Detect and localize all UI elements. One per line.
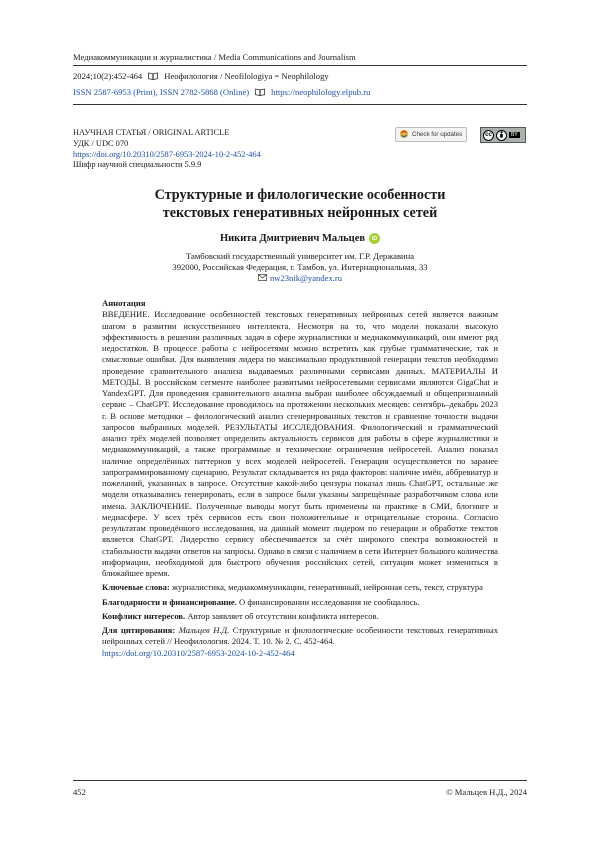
issue-info: 2024;10(2):452-464 [73, 71, 143, 81]
author-name: Никита Дмитриевич Мальцев [219, 233, 366, 244]
affiliation-address: 392000, Российская Федерация, г. Тамбов, ул. Интернациональная, 33 [172, 262, 428, 272]
keywords-label: Ключевые слова: [102, 582, 170, 593]
check-updates-icon [399, 129, 409, 141]
citation [102, 625, 498, 659]
abstract-section [102, 298, 498, 659]
check-for-updates-button[interactable] [395, 127, 467, 142]
affiliation-university: Тамбовский государственный университет им. Г.Р. Державина [185, 251, 415, 261]
header-rule [73, 65, 527, 66]
udc-label: УДК / UDC [73, 138, 114, 148]
issn-line [73, 87, 370, 97]
funding-text: О финансировании исследования не сообщалось. [239, 596, 420, 607]
author-line [73, 233, 527, 244]
footer-rule [73, 780, 527, 781]
section-name: Неофилология / Neofilologiya = Neophilology [164, 71, 329, 81]
udc-line [73, 139, 261, 150]
journal-title: Медиакоммуникации и журналистика / Media Communications and Journalism [73, 52, 356, 62]
book-icon [255, 88, 265, 96]
header-rule-bottom [73, 104, 527, 105]
cc-license-badge[interactable] [480, 127, 526, 143]
citation-doi-link[interactable]: https://doi.org/10.20310/2587-6953-2024-10-2-452-464 [102, 647, 295, 658]
book-icon [148, 72, 158, 80]
email-link[interactable]: nw23nik@yandex.ru [269, 273, 343, 283]
copyright: © Мальцев Н.Д., 2024 [446, 787, 527, 797]
citation-text: Структурные и филологические особенности текстовых генеративных нейронных сетей // Неофилология. 2024. Т. 10. № 2. С. 452-464. [102, 625, 499, 647]
citation-label: Для цитирования: [102, 625, 176, 635]
conflict-of-interest [102, 611, 498, 622]
citation-author: Мальцев Н.Д. [178, 625, 230, 635]
article-meta [73, 128, 261, 171]
article-type: НАУЧНАЯ СТАТЬЯ / ORIGINAL ARTICLE [73, 128, 230, 137]
email-line [73, 273, 527, 284]
keywords-text: журналистика, медиакоммуникации, генеративный, нейронная сеть, текст, структура [171, 582, 483, 593]
keywords [102, 582, 498, 593]
udc-value: 070 [115, 138, 129, 148]
funding [102, 597, 498, 608]
issue-line [73, 71, 329, 81]
specialty-code: Шифр научной специальности 5.9.9 [73, 160, 202, 170]
envelope-icon [258, 273, 267, 284]
conflict-label: Конфликт интересов. [102, 610, 186, 621]
funding-label: Благодарности и финансирование. [102, 596, 237, 607]
title-line-2: текстовых генеративных нейронных сетей [162, 205, 438, 221]
page-number: 452 [73, 787, 86, 797]
cc-icon: cc [483, 130, 494, 141]
article-title [73, 186, 527, 222]
check-updates-label: Check for updates [412, 131, 463, 138]
license-by-label: BY [511, 132, 518, 138]
attribution-icon [496, 130, 507, 141]
title-line-1: Структурные и филологические особенности [154, 187, 446, 203]
doi-link[interactable]: https://doi.org/10.20310/2587-6953-2024-10-2-452-464 [73, 149, 261, 159]
orcid-icon[interactable]: iD [369, 233, 380, 244]
journal-site-link[interactable]: https://neophilology.elpub.ru [271, 87, 371, 97]
conflict-text: Автор заявляет об отсутствии конфликта интересов. [187, 610, 379, 621]
abstract-text: ВВЕДЕНИЕ. Исследование особенностей текстовых генеративных нейронных сетей является важным шагом в развитии искусственного интеллекта. Несмотря на то, что модели показали высокую эффективность в решении различных задач в сфере журналистики и медиакоммуникаций, они имеют ряд недостатков. В процессе работы с нейросетями можно встретить как грубые грамматические, так и смысловые ошибки. Для выявления лидера по максимально продуктивной генерации текстов необходимо проведение сравнительного анализа выдаваемых различными сервисами данных. МАТЕРИАЛЫ И МЕТОДЫ. В российском сегменте наиболее развитыми нейросетевыми сервисами являются GigaChat и YandexGPT. Для проведения сравнительного анализа выбран наиболее обсуждаемый и общепризнанный сервис – ChatGPT. Исследование проводилось на протяжении нескольких месяцев: сентябрь–декабрь 2023 г. В основе методики – филологический анализ сгенерированных текстов и сравнение точности выдачи запросов выбранных моделей. РЕЗУЛЬТАТЫ ИССЛЕДОВАНИЯ. Филологический и грамматический анализ трёх моделей позволяет определить актуальность сервисов для работы в сфере журналистики и медиакоммуникаций, а также программные и технические ограничения нейросетей. Анализ показал наличие определённых паттернов у всех моделей нейросетей. Генерация осуществляется по заранее запрограммированному сценарию. Результат складывается из ряда факторов: наличие имён, аббревиатур и пожеланий, указанных в запросе. Отсутствие какой-либо цензуры показал лишь ChatGPT, остальные же модели отказывались генерировать, если в запросе были указаны запрещённые разработчиком слова или имена. ЗАКЛЮЧЕНИЕ. Полученные выводы могут быть применены на практике в СМИ, блогинге и медиасфере. У всех трёх сервисов есть свои положительные и отрицательные стороны. Согласно результатам проведённого исследования, на данный момент лидером по генерации и обработке текстов является ChatGPT. Лидерство сервису обеспечивается за счёт широкого спектра возможностей и стабильности выдачи ответов на запросы. Однако в связи с наличием в сети Интернет большого количества информации, необходимой для быстрого обучения российских сетей, ситуация может измениться в ближайшее время. [102, 309, 498, 578]
issn-link[interactable]: ISSN 2587-6953 (Print), ISSN 2782-5868 (Online) [73, 87, 250, 97]
abstract-heading: Аннотация [102, 298, 146, 308]
